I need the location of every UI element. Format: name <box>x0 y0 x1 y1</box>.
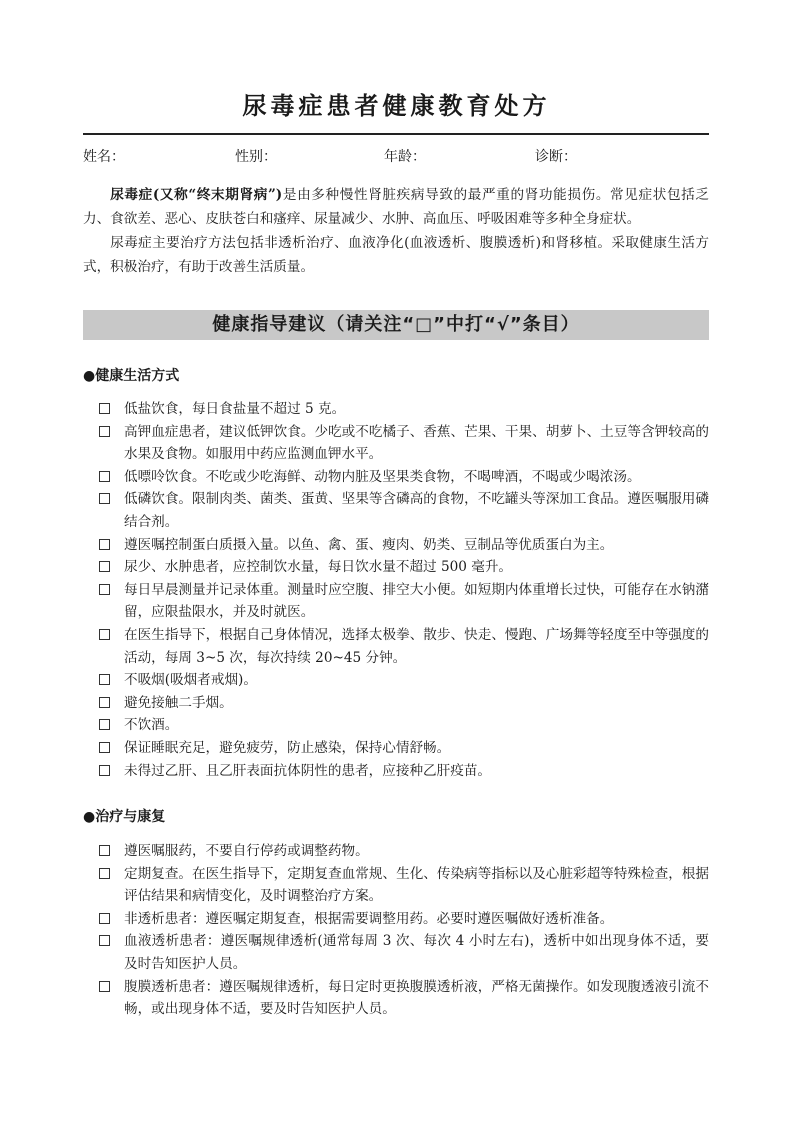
item-text: 在医生指导下，根据自己身体情况，选择太极拳、散步、快走、慢跑、广场舞等轻度至中等强度的活动，每周 3~5 次，每次持续 20~45 分钟。 <box>124 626 709 666</box>
checklist-item <box>98 863 709 908</box>
item-text: 低嘌呤饮食。不吃或少吃海鲜、动物内脏及坚果类食物，不喝啤酒，不喝或少喝浓汤。 <box>124 468 641 485</box>
checklist-item <box>98 669 709 692</box>
checkbox[interactable] <box>99 674 110 685</box>
checkbox[interactable] <box>99 629 110 640</box>
item-text: 低磷饮食。限制肉类、菌类、蛋黄、坚果等含磷高的食物，不吃罐头等深加工食品。遵医嘱服用磷结合剂。 <box>124 491 709 530</box>
item-text: 避免接触二手烟。 <box>124 694 233 711</box>
checklist-item <box>98 714 709 737</box>
item-text: 非透析患者：遵医嘱定期复查，根据需要调整用药。必要时遵医嘱做好透析准备。 <box>124 910 614 927</box>
checkbox[interactable] <box>99 471 110 482</box>
item-text: 低盐饮食，每日食盐量不超过 5 克。 <box>124 401 346 417</box>
checkbox[interactable] <box>99 742 110 753</box>
item-text: 未得过乙肝、且乙肝表面抗体阴性的患者，应接种乙肝疫苗。 <box>124 762 492 779</box>
checkbox[interactable] <box>99 584 110 595</box>
item-text: 高钾血症患者，建议低钾饮食。少吃或不吃橘子、香蕉、芒果、干果、胡萝卜、土豆等含钾较高的水果及食物。如服用中药应监测血钾水平。 <box>124 423 709 463</box>
item-text: 每日早晨测量并记录体重。测量时应空腹、排空大小便。如短期内体重增长过快，可能存在水钠潴留，应限盐限水，并及时就医。 <box>124 581 709 621</box>
checklist-item <box>98 488 709 533</box>
item-text: 保证睡眠充足，避免疲劳，防止感染，保持心情舒畅。 <box>124 739 451 756</box>
intro-definition: 是由多种慢性肾脏疾病导致的最严重的肾功能损伤。常见症状包括乏力、食欲差、恶心、皮肤苍白和瘙痒、尿量减少、水肿、高血压、呼吸困难等多种全身症状。 <box>83 187 709 227</box>
checklist-item <box>98 421 709 466</box>
intro-text <box>83 183 709 279</box>
checkbox[interactable] <box>99 561 110 572</box>
checklist-item <box>98 534 709 557</box>
item-text: 定期复查。在医生指导下，定期复查血常规、生化、传染病等指标以及心脏彩超等特殊检查，根据评估结果和病情变化，及时调整治疗方案。 <box>124 865 709 905</box>
checklist-item <box>98 760 709 783</box>
intro-paragraph-2: 尿毒症主要治疗方法包括非透析治疗、血液净化(血液透析、腹膜透析)和肾移植。采取健康生活方式，积极治疗，有助于改善生活质量。 <box>83 235 709 275</box>
checkbox[interactable] <box>99 697 110 708</box>
checkbox[interactable] <box>99 765 110 776</box>
section-heading-lifestyle: ●健康生活方式 <box>83 368 180 384</box>
item-text: 不吸烟(吸烟者戒烟)。 <box>124 672 257 689</box>
gender-field-label: 性别： <box>235 149 277 165</box>
checkbox[interactable] <box>99 403 110 414</box>
title-divider <box>83 133 709 135</box>
checklist-item <box>98 908 709 931</box>
checkbox[interactable] <box>99 845 110 856</box>
checklist-item <box>98 840 709 863</box>
item-text: 腹膜透析患者：遵医嘱规律透析，每日定时更换腹膜透析液，严格无菌操作。如发现腹透液引流不畅，或出现身体不适，要及时告知医护人员。 <box>124 978 709 1018</box>
item-text: 血液透析患者：遵医嘱规律透析(通常每周 3 次、每次 4 小时左右)，透析中如出现身体不适，要及时告知医护人员。 <box>124 933 709 972</box>
checklist-item <box>98 930 709 975</box>
checkbox[interactable] <box>99 719 110 730</box>
treatment-checklist <box>98 840 709 1021</box>
checkbox[interactable] <box>99 493 110 504</box>
checklist-item <box>98 976 709 1021</box>
intro-paragraph-1 <box>83 183 709 231</box>
checkbox[interactable] <box>99 868 110 879</box>
checklist-item <box>98 556 709 579</box>
checklist-item <box>98 692 709 715</box>
checkbox[interactable] <box>99 935 110 946</box>
checklist-item <box>98 398 709 421</box>
checkbox[interactable] <box>99 426 110 437</box>
checklist-item <box>98 737 709 760</box>
guidance-banner: 健康指导建议（请关注“□”中打“√”条目） <box>83 310 709 340</box>
intro-term: 尿毒症(又称“终末期肾病”) <box>110 187 283 203</box>
page-title: 尿毒症患者健康教育处方 <box>242 92 551 120</box>
diagnosis-field-label: 诊断： <box>535 149 577 165</box>
section-heading-treatment: ●治疗与康复 <box>83 809 166 825</box>
item-text: 尿少、水肿患者，应控制饮水量，每日饮水量不超过 500 毫升。 <box>124 559 513 576</box>
age-field-label: 年龄： <box>384 149 426 165</box>
lifestyle-checklist <box>98 398 709 782</box>
checklist-item <box>98 624 709 669</box>
checkbox[interactable] <box>99 981 110 992</box>
item-text: 不饮酒。 <box>124 717 179 734</box>
checklist-item <box>98 466 709 489</box>
item-text: 遵医嘱服药，不要自行停药或调整药物。 <box>124 843 369 859</box>
patient-info-row <box>83 146 709 168</box>
checkbox[interactable] <box>99 539 110 550</box>
checkbox[interactable] <box>99 913 110 924</box>
checklist-item <box>98 579 709 624</box>
name-field-label: 姓名： <box>83 149 125 165</box>
item-text: 遵医嘱控制蛋白质摄入量。以鱼、禽、蛋、瘦肉、奶类、豆制品等优质蛋白为主。 <box>124 536 614 553</box>
